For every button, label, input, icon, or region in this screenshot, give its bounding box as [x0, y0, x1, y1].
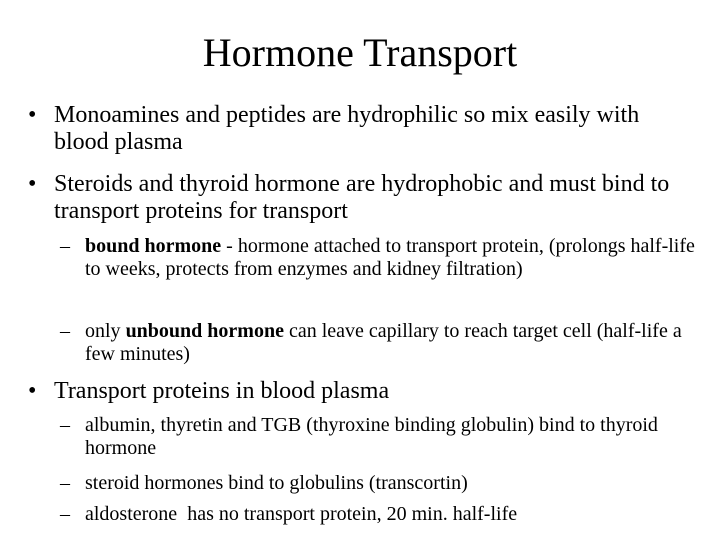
bullet-text: Steroids and thyroid hormone are hydrophobic and must bind to transport proteins for transport — [54, 171, 670, 224]
bullet-marker: • — [28, 378, 37, 404]
dash-marker: – — [60, 503, 70, 525]
dash-marker: – — [60, 320, 70, 342]
sub-bullet-unbound-hormone — [60, 320, 705, 366]
bullet-marker: • — [28, 102, 37, 128]
sub-bullet-text: albumin, thyretin and TGB (thyroxine binding globulin) bind to thyroid hormone — [85, 414, 658, 459]
sub-bullet-bound-hormone — [60, 235, 705, 281]
bullet-steroids — [28, 171, 694, 225]
sub-bullet-aldosterone — [60, 503, 705, 526]
slide-title: Hormone Transport — [202, 30, 518, 75]
term-unbound-hormone: unbound hormone — [125, 320, 284, 342]
sub-bullet-text: can leave capillary to reach target cell (half-life a few minutes) — [85, 320, 682, 365]
dash-marker: – — [60, 414, 70, 436]
sub-bullet-text: steroid hormones bind to globulins (transcortin) — [85, 472, 468, 494]
sub-bullet-steroid-globulins — [60, 472, 705, 495]
bullet-text: Monoamines and peptides are hydrophilic so mix easily with blood plasma — [54, 102, 640, 155]
dash-marker: – — [60, 472, 70, 494]
bullet-text: Transport proteins in blood plasma — [54, 378, 390, 404]
dash-marker: – — [60, 235, 70, 257]
sub-bullet-text: aldosterone has no transport protein, 20 min. half-life — [85, 503, 518, 525]
sub-bullet-albumin — [60, 414, 705, 460]
bullet-marker: • — [28, 171, 37, 197]
term-bound-hormone: bound hormone — [85, 235, 222, 257]
sub-bullet-text: - hormone attached to transport protein, (prolongs half-life to weeks, protects from enzymes and kidney filtration) — [85, 235, 695, 280]
bullet-monoamines — [28, 102, 694, 156]
bullet-transport-proteins — [28, 378, 694, 405]
sub-bullet-text-pre: only — [85, 320, 126, 342]
